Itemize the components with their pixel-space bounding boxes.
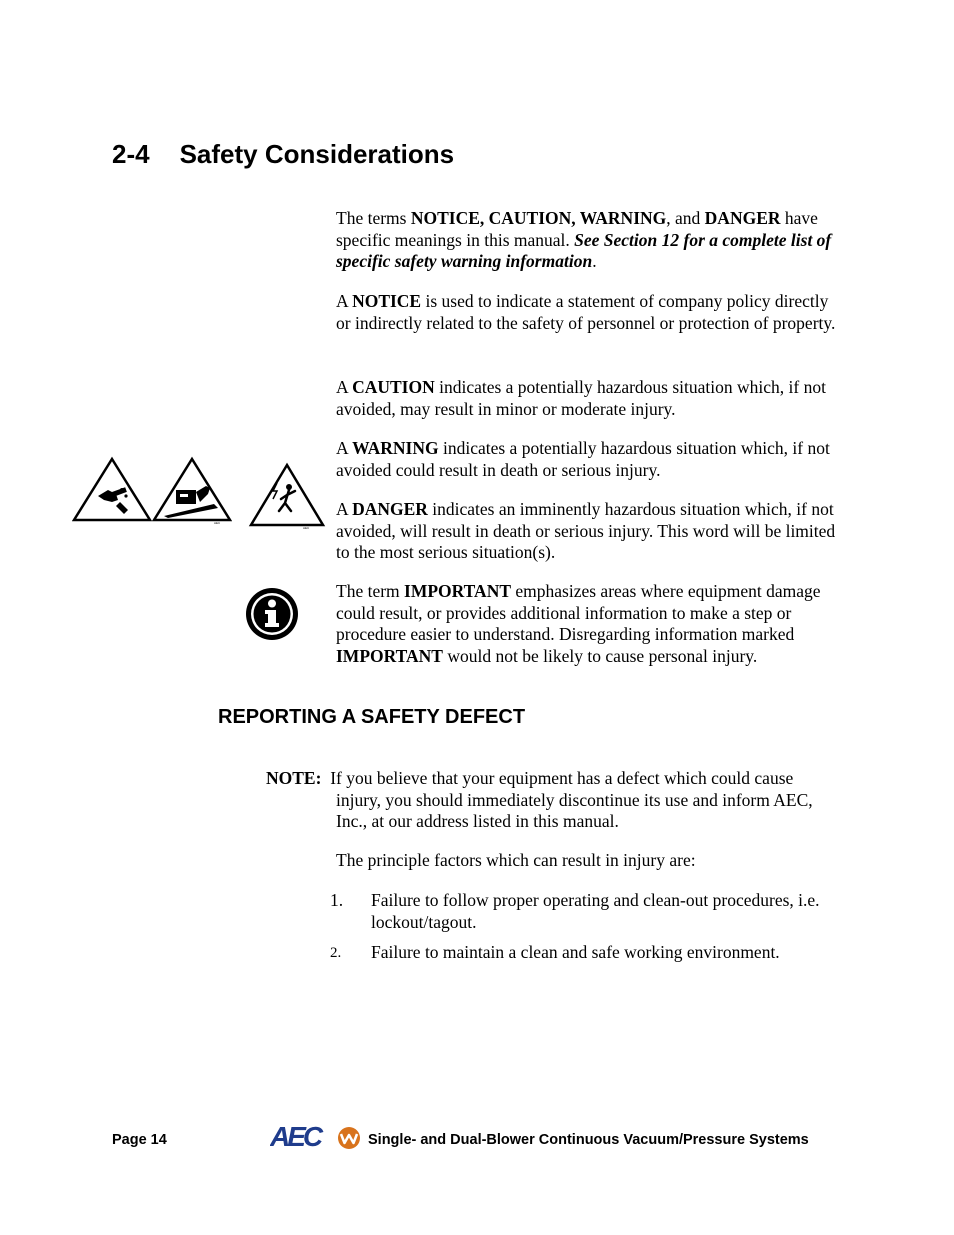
notice-paragraph: A NOTICE is used to indicate a statement of company policy directly or indirectly related to the safety of personnel or protection of property. [336,291,836,333]
section-heading [112,139,454,170]
logo-text: AEC [270,1122,321,1150]
note-label: NOTE: [266,768,322,788]
list-number: 1. [330,890,344,910]
important-paragraph: The term IMPORTANT emphasizes areas where equipment damage could result, or provides additional information to make a step or procedure easier to understand. Disregarding information marked IMPORTANT would not be likely to cause personal injury. [336,581,821,667]
list-item [330,942,830,964]
footer-title: Single- and Dual-Blower Continuous Vacuum/Pressure Systems [368,1132,809,1148]
section-title: Safety Considerations [179,139,455,169]
list-text: Failure to follow proper operating and clean-out procedures, i.e. lockout/tagout. [371,890,820,932]
svg-text:AEC: AEC [214,521,221,525]
section-number: 2-4 [112,139,150,169]
principle-paragraph: The principle factors which can result in injury are: [336,850,696,870]
aec-logo [270,1122,364,1155]
information-icon [244,586,300,642]
list-text: Failure to maintain a clean and safe working environment. [371,942,780,962]
pinch-point-warning-icon [152,456,232,526]
reporting-heading: REPORTING A SAFETY DEFECT [218,706,526,728]
note-text: If you believe that your equipment has a defect which could cause injury, you should immediately discontinue its use and inform AEC, Inc., at our address listed in this manual. [330,768,813,832]
list-number: 2. [330,945,342,961]
electrical-shock-warning-icon [247,461,327,531]
note-paragraph [266,768,838,833]
page-number: Page 14 [112,1132,167,1148]
intro-paragraph: The terms NOTICE, CAUTION, WARNING, and DANGER have specific meanings in this manual. See Section 12 for a complete list of specific safety warning information. [336,208,832,272]
warning-paragraph: A WARNING indicates a potentially hazardous situation which, if not avoided could result in death or serious injury. [336,438,830,480]
danger-paragraph: A DANGER indicates an imminently hazardous situation which, if not avoided, will result in death or serious injury. This word will be limited to the most serious situation(s). [336,499,836,563]
svg-text:AEC: AEC [303,526,310,530]
list-item [330,890,830,933]
caution-paragraph: A CAUTION indicates a potentially hazardous situation which, if not avoided, may result in minor or moderate injury. [336,377,826,419]
hand-crush-warning-icon [72,456,152,522]
